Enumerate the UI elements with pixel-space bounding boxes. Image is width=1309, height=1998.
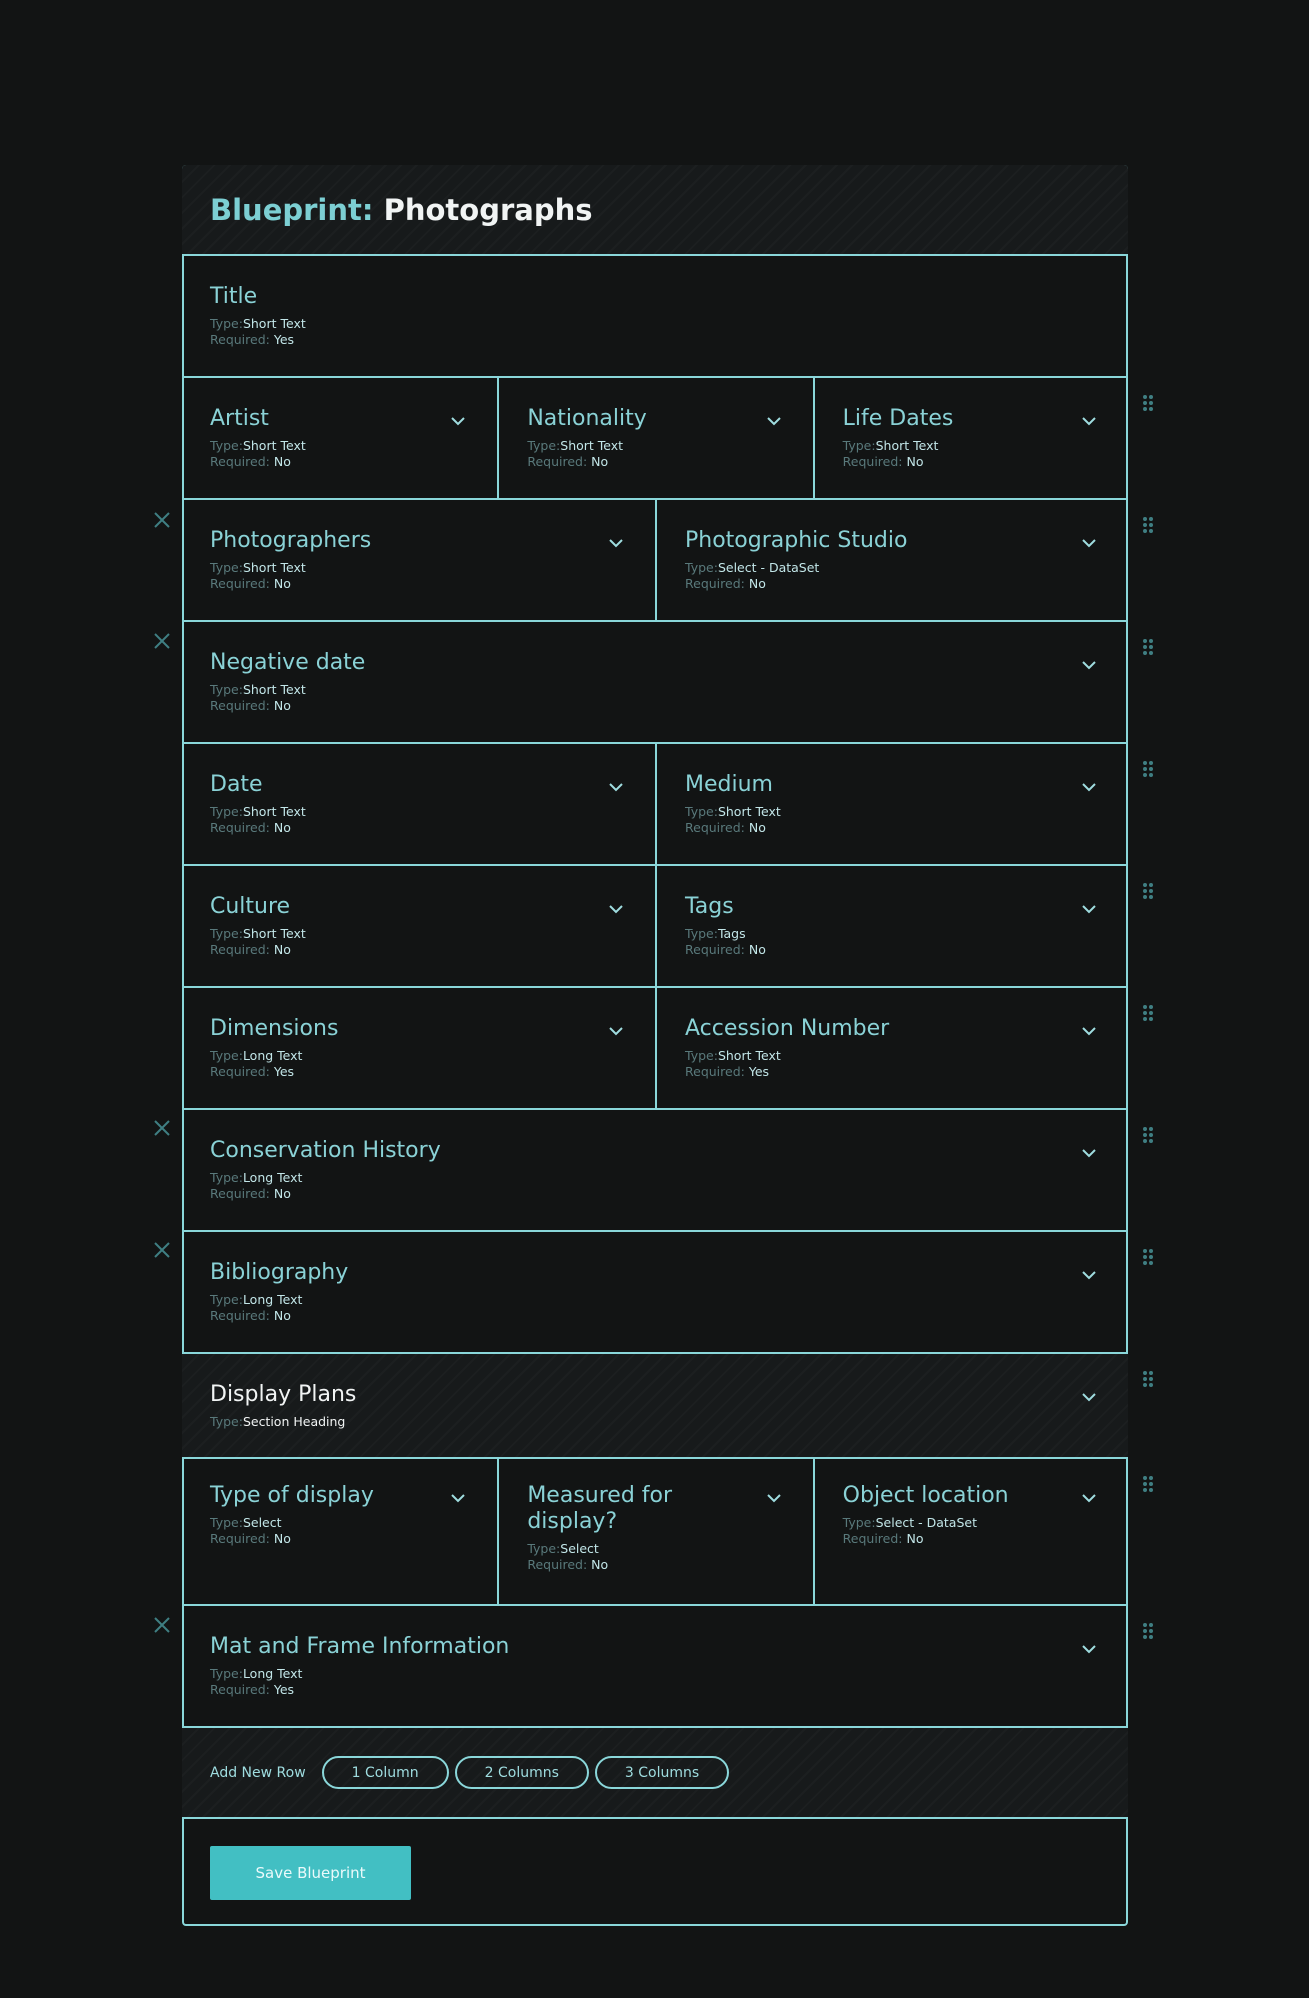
field-card-object-location[interactable]: [813, 1459, 1128, 1604]
field-card-culture[interactable]: [182, 866, 655, 986]
field-required: Required: No: [685, 820, 766, 835]
chevron-down-icon[interactable]: [767, 1491, 781, 1505]
blueprint-header: [182, 165, 1128, 256]
drag-handle-icon[interactable]: [1142, 638, 1154, 656]
field-required: Required: No: [527, 454, 609, 469]
page-title: [182, 165, 592, 254]
field-row: [182, 866, 1128, 988]
field-required: Required: No: [210, 1531, 291, 1546]
field-card-dimensions[interactable]: [182, 988, 655, 1108]
field-required: Required: No: [210, 1308, 291, 1323]
field-card-title[interactable]: [182, 256, 1128, 376]
chevron-down-icon[interactable]: [1082, 536, 1096, 550]
field-title: Accession Number: [685, 1016, 890, 1041]
field-type: Type:Short Text: [210, 560, 306, 575]
chevron-down-icon[interactable]: [1082, 780, 1096, 794]
field-title: Photographic Studio: [685, 528, 908, 553]
field-card-photographers[interactable]: [182, 500, 655, 620]
field-required: Required: No: [210, 1186, 291, 1201]
field-card-display-plans[interactable]: [182, 1354, 1128, 1457]
drag-handle-icon[interactable]: [1142, 394, 1154, 412]
field-type: Type:Short Text: [210, 316, 306, 331]
field-card-date[interactable]: [182, 744, 655, 864]
field-row: [182, 744, 1128, 866]
field-card-artist[interactable]: [182, 378, 497, 498]
chevron-down-icon[interactable]: [451, 414, 465, 428]
field-type: Type:Long Text: [210, 1170, 303, 1185]
add-3-columns-button[interactable]: 3 Columns: [595, 1756, 729, 1789]
field-required: Required: Yes: [210, 1682, 295, 1697]
field-title: Mat and Frame Information: [210, 1634, 510, 1659]
drag-handle-icon[interactable]: [1142, 1126, 1154, 1144]
close-icon[interactable]: [154, 1120, 170, 1136]
field-title: Medium: [685, 772, 773, 797]
chevron-down-icon[interactable]: [1082, 1024, 1096, 1038]
field-type: Type:Short Text: [210, 682, 306, 697]
field-type: Type:Select - DataSet: [685, 560, 820, 575]
field-title: Display Plans: [210, 1382, 357, 1407]
blueprint-name: Photographs: [383, 193, 593, 227]
field-type: Type:Short Text: [210, 804, 306, 819]
field-required: Required: Yes: [210, 332, 295, 347]
field-type: Type:Short Text: [842, 438, 939, 453]
chevron-down-icon[interactable]: [1082, 1268, 1096, 1282]
field-type: Type:Short Text: [685, 804, 781, 819]
field-title: Conservation History: [210, 1138, 441, 1163]
drag-handle-icon[interactable]: [1142, 1622, 1154, 1640]
chevron-down-icon[interactable]: [609, 1024, 623, 1038]
field-row: [182, 1459, 1128, 1606]
add-row-bar: [182, 1728, 1128, 1819]
field-required: Required: No: [210, 942, 291, 957]
field-card-negative-date[interactable]: [182, 622, 1128, 742]
field-row: [182, 500, 1128, 622]
field-type: Type:Tags: [685, 926, 746, 941]
close-icon[interactable]: [154, 633, 170, 649]
field-required: Required: No: [842, 1531, 924, 1546]
field-title: Object location: [842, 1483, 1009, 1508]
field-row: [182, 378, 1128, 500]
field-title: Type of display: [210, 1483, 374, 1508]
field-type: Type:Select - DataSet: [842, 1515, 977, 1530]
chevron-down-icon[interactable]: [1082, 414, 1096, 428]
field-type: Type:Long Text: [210, 1048, 303, 1063]
field-title: Artist: [210, 406, 269, 431]
field-required: Required: No: [210, 698, 291, 713]
add-row-controls: [182, 1756, 1128, 1789]
field-type: Type:Short Text: [210, 438, 306, 453]
field-required: Required: No: [210, 820, 291, 835]
chevron-down-icon[interactable]: [767, 414, 781, 428]
field-row: [182, 622, 1128, 744]
close-icon[interactable]: [154, 512, 170, 528]
field-required: Required: No: [210, 576, 291, 591]
field-title: Measured for display?: [527, 1483, 673, 1534]
field-title: Tags: [685, 894, 734, 919]
field-title: Photographers: [210, 528, 372, 553]
drag-handle-icon[interactable]: [1142, 1370, 1154, 1388]
field-title: Bibliography: [210, 1260, 349, 1285]
field-card-type-of-display[interactable]: [182, 1459, 497, 1604]
field-type: Type:Select: [210, 1515, 282, 1530]
chevron-down-icon[interactable]: [609, 902, 623, 916]
field-card-tags[interactable]: [655, 866, 1128, 986]
field-title: Nationality: [527, 406, 647, 431]
field-type: Type:Section Heading: [210, 1414, 346, 1429]
field-required: Required: No: [842, 454, 924, 469]
section-heading-row: [182, 1354, 1128, 1459]
field-title: Negative date: [210, 650, 366, 675]
field-required: Required: Yes: [685, 1064, 770, 1079]
chevron-down-icon[interactable]: [1082, 658, 1096, 672]
field-card-medium[interactable]: [655, 744, 1128, 864]
field-required: Required: Yes: [210, 1064, 295, 1079]
chevron-down-icon[interactable]: [609, 780, 623, 794]
add-1-column-button[interactable]: 1 Column: [322, 1756, 449, 1789]
chevron-down-icon[interactable]: [1082, 1491, 1096, 1505]
field-card-measured-for-display[interactable]: [497, 1459, 812, 1604]
field-card-mat-and-frame[interactable]: [182, 1606, 1128, 1726]
field-type: Type:Select: [527, 1541, 599, 1556]
field-card-photographic-studio[interactable]: [655, 500, 1128, 620]
field-type: Type:Long Text: [210, 1666, 303, 1681]
close-icon[interactable]: [154, 1617, 170, 1633]
field-title: Life Dates: [842, 406, 954, 431]
save-blueprint-button[interactable]: Save Blueprint: [210, 1846, 411, 1900]
field-card-conservation-history[interactable]: [182, 1110, 1128, 1230]
chevron-down-icon[interactable]: [1082, 1390, 1096, 1404]
field-required: Required: No: [685, 942, 766, 957]
drag-handle-icon[interactable]: [1142, 760, 1154, 778]
close-icon[interactable]: [154, 1242, 170, 1258]
add-row-label: Add New Row: [210, 1764, 306, 1781]
field-required: Required: No: [685, 576, 766, 591]
drag-handle-icon[interactable]: [1142, 1004, 1154, 1022]
field-row: [182, 1606, 1128, 1728]
chevron-down-icon[interactable]: [1082, 1146, 1096, 1160]
chevron-down-icon[interactable]: [609, 536, 623, 550]
field-row: [182, 1110, 1128, 1232]
field-type: Type:Short Text: [527, 438, 624, 453]
field-type: Type:Short Text: [210, 926, 306, 941]
blueprint-label: Blueprint:: [210, 193, 374, 227]
field-card-life-dates[interactable]: [813, 378, 1128, 498]
drag-handle-icon[interactable]: [1142, 1248, 1154, 1266]
field-card-bibliography[interactable]: [182, 1232, 1128, 1352]
drag-handle-icon[interactable]: [1142, 882, 1154, 900]
field-required: Required: No: [527, 1557, 609, 1572]
field-title: Date: [210, 772, 263, 797]
field-row: [182, 1232, 1128, 1354]
field-card-accession-number[interactable]: [655, 988, 1128, 1108]
drag-handle-icon[interactable]: [1142, 516, 1154, 534]
field-title: Culture: [210, 894, 291, 919]
field-type: Type:Short Text: [685, 1048, 781, 1063]
field-card-nationality[interactable]: [497, 378, 812, 498]
field-required: Required: No: [210, 454, 291, 469]
chevron-down-icon[interactable]: [451, 1491, 465, 1505]
field-title: Title: [210, 284, 258, 309]
chevron-down-icon[interactable]: [1082, 902, 1096, 916]
drag-handle-icon[interactable]: [1142, 1475, 1154, 1493]
field-type: Type:Long Text: [210, 1292, 303, 1307]
field-row: [182, 988, 1128, 1110]
field-title: Dimensions: [210, 1016, 339, 1041]
chevron-down-icon[interactable]: [1082, 1642, 1096, 1656]
add-2-columns-button[interactable]: 2 Columns: [455, 1756, 589, 1789]
field-row: [182, 256, 1128, 378]
